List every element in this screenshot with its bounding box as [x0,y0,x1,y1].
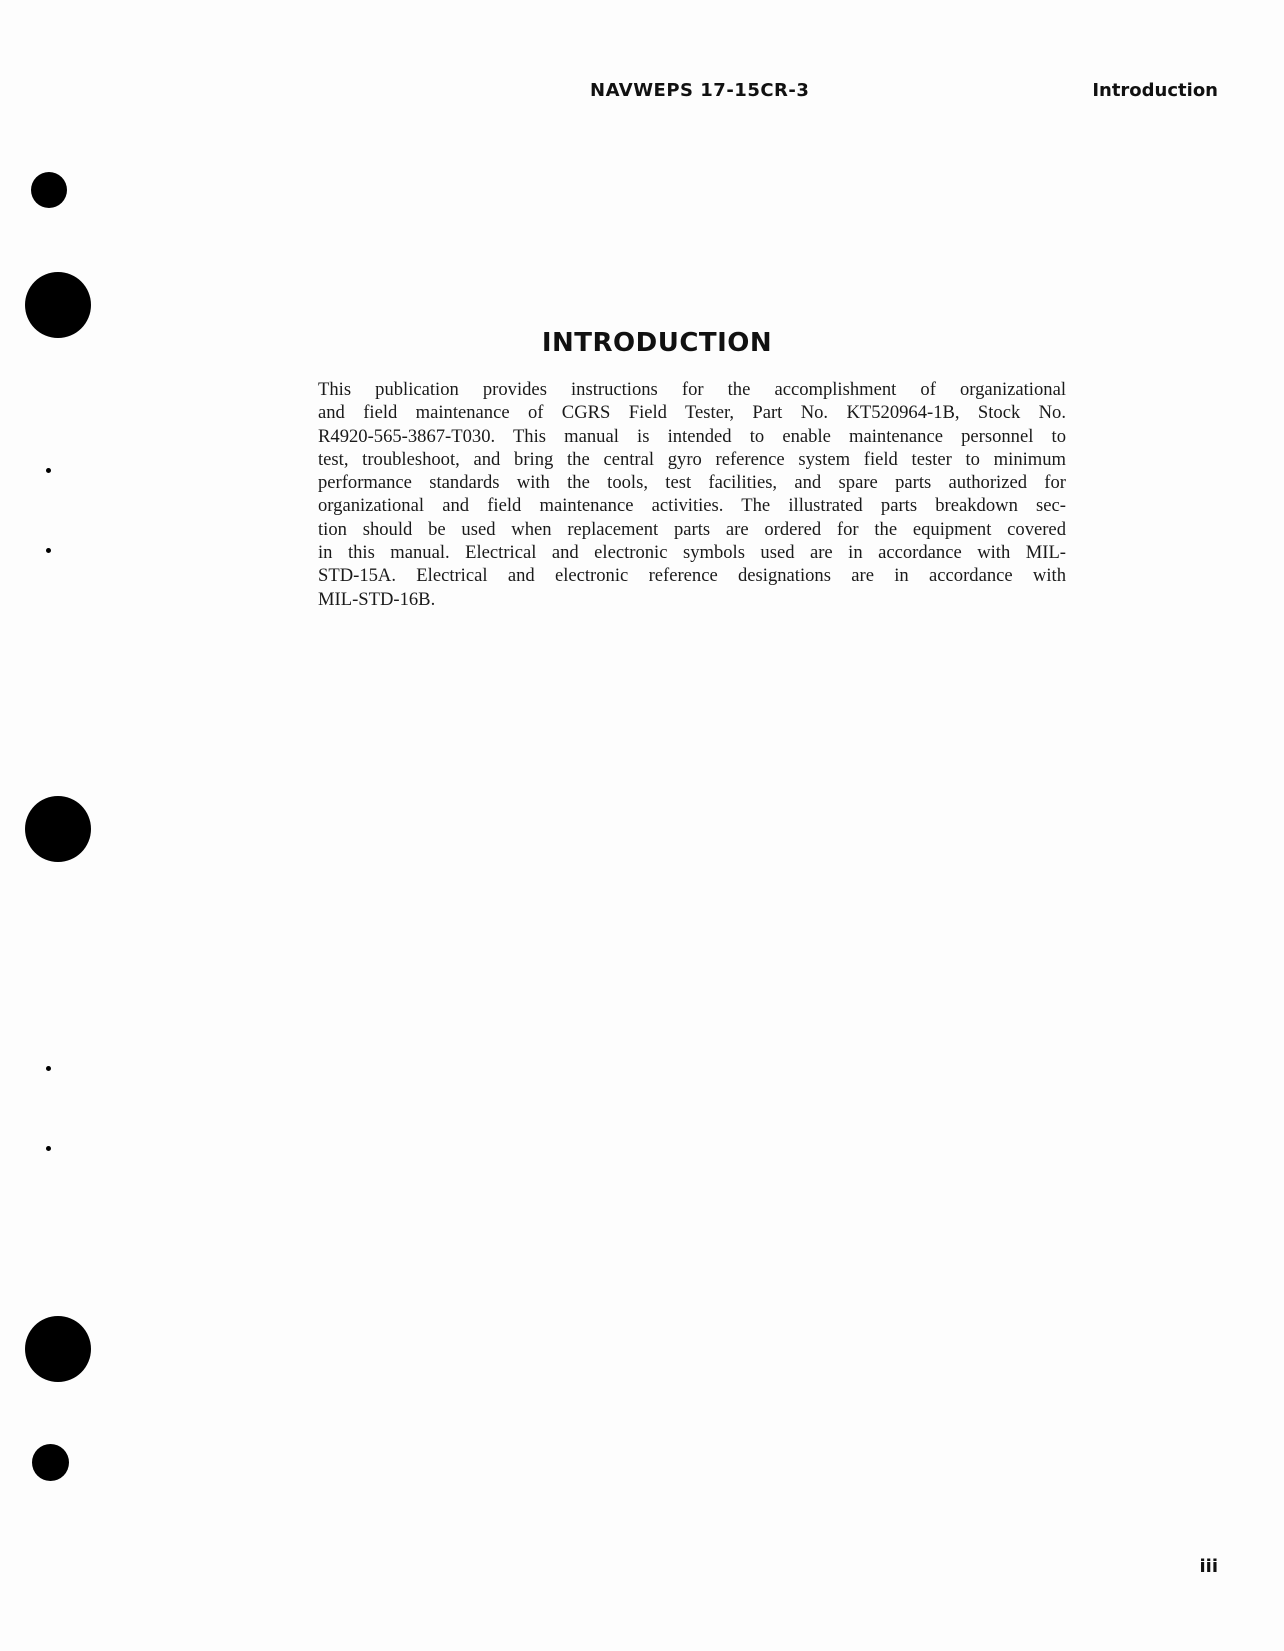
document-number: NAVWEPS 17-15CR-3 [590,80,810,101]
page-title: INTRODUCTION [541,328,773,358]
section-header: Introduction [1092,80,1218,101]
paragraph-line: tion should be used when replacement parts are ordered for the equipment covered [318,518,1066,540]
punch-hole [31,172,67,208]
punch-hole [25,796,91,862]
paragraph-line: test, troubleshoot, and bring the central gyro reference system field tester to minimum [318,448,1066,470]
paragraph-line: MIL-STD-16B. [318,588,436,610]
paragraph-line: STD-15A. Electrical and electronic reference designations are in accordance with [318,565,1066,587]
margin-dot [46,468,51,473]
paragraph-line: in this manual. Electrical and electronic symbols used are in accordance with MIL- [318,542,1066,564]
paragraph-line: and field maintenance of CGRS Field Tester, Part No. KT520964-1B, Stock No. [318,402,1066,424]
paragraph-line: organizational and field maintenance activities. The illustrated parts breakdown sec- [318,495,1066,517]
paragraph-line: R4920-565-3867-T030. This manual is intended to enable maintenance personnel to [318,425,1066,447]
introduction-paragraph [318,378,1066,611]
margin-dot [46,1146,51,1151]
punch-hole [32,1444,69,1481]
margin-dot [46,1066,51,1071]
paragraph-line: performance standards with the tools, test facilities, and spare parts authorized for [318,472,1066,494]
page-number: iii [1199,1556,1218,1577]
punch-hole [25,1316,91,1382]
margin-dot [46,548,51,553]
paragraph-line: This publication provides instructions for the accomplishment of organizational [318,379,1066,400]
